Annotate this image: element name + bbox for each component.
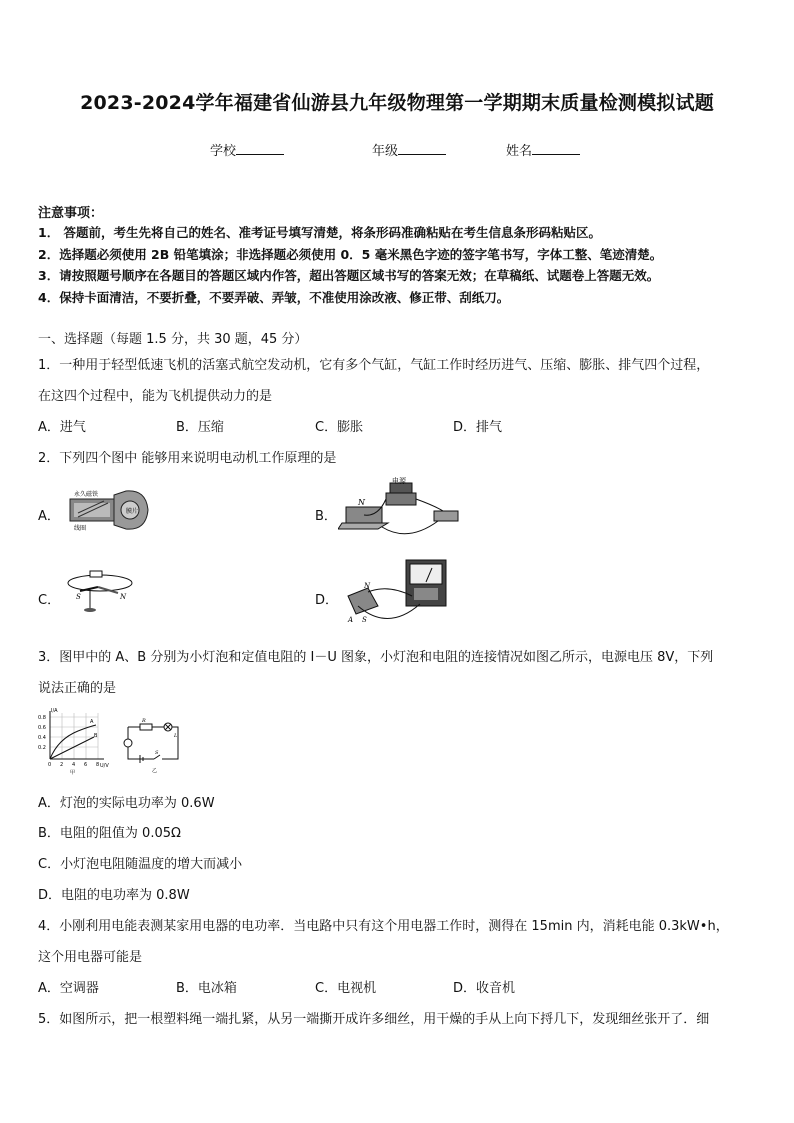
q2-stem: 2．下列四个图中 能够用来说明电动机工作原理的是 [38,451,337,466]
q3-circuit-l: L [174,733,178,739]
note-item: 2．选择题必须使用 2B 铅笔填涂；非选择题必须使用 0．5 毫米黑色字迹的签字笔书写，字体工整、笔迹清楚。 [38,247,663,262]
fig-d-s-label: S [362,616,367,624]
figure-d-galvanometer [338,556,458,632]
q2-label-d: D． [315,593,339,608]
figure-q3-circuit [118,713,190,775]
school-label: 学校 [210,144,237,159]
fig-d-a-label: A [348,616,354,624]
fig-c-n-label: N [120,593,127,601]
q4-stem-line1: 4．小刚利用电能表测某家用电器的电功率．当电路中只有这个用电器工作时，测得在 15min 内，消耗电能 0.3kW•h， [38,919,729,934]
q5-stem-line1: 5．如图所示，把一根塑料绳一端扎紧，从另一端撕开成许多细丝，用干燥的手从上向下捋几下，发现细丝张开了．细 [38,1012,710,1027]
q3-graph-caption: 甲 [70,770,76,776]
fig-d-n-label: N [364,582,371,590]
q2-label-c: C． [38,593,61,608]
q1-stem-line1: 1．一种用于轻型低速飞机的活塞式航空发动机，它有多个气缸，气缸工作时经历进气、压缩、膨胀、排气四个过程， [38,358,710,373]
fig-a-coil-label: 线圈 [74,525,87,532]
q3-circuit-caption: 乙 [152,768,158,774]
q3-graph-ytick: 0.8 [38,715,46,721]
name-blank [532,142,580,155]
figure-a-loudspeaker [64,487,154,533]
name-label: 姓名 [506,144,533,159]
q1-option-d: D．排气 [453,420,503,435]
q1-option-a: A．进气 [38,420,86,435]
q3-option-b: B．电阻的阻值为 0.05Ω [38,826,181,841]
section-heading: 一、选择题（每题 1.5 分，共 30 题，45 分） [38,332,308,347]
page-title: 2023-2024学年福建省仙游县九年级物理第一学期期末质量检测模拟试题 [80,92,714,114]
q3-graph-ylabel: I/A [51,708,58,714]
note-item: 1． 答题前，考生先将自己的姓名、准考证号填写清楚，将条形码准确粘贴在考生信息条形码粘贴区。 [38,225,602,240]
figure-c-coil-needle [62,565,138,615]
q3-graph-ytick: 0.6 [38,725,46,731]
q3-graph-xtick: 6 [84,762,88,768]
fig-a-cone-label: 膜片 [126,508,139,515]
q3-circuit-r: R [142,718,146,724]
fig-b-n-label: N [358,498,365,507]
q4-option-c: C．电视机 [315,981,377,996]
q4-option-d: D．收音机 [453,981,516,996]
name-field [506,140,580,159]
q3-graph-xtick: 2 [60,762,64,768]
q3-graph-ytick: 0.4 [38,735,46,741]
q1-option-b: B．压缩 [176,420,224,435]
q2-label-a: A． [38,509,60,524]
grade-field [372,140,446,159]
note-item: 4．保持卡面清洁，不要折叠，不要弄破、弄皱，不准使用涂改液、修正带、刮纸刀。 [38,290,510,305]
q1-option-c: C．膨胀 [315,420,364,435]
note-item: 3．请按照题号顺序在各题目的答题区域内作答，超出答题区域书写的答案无效；在草稿纸、试题卷上答题无效。 [38,268,660,283]
q3-circuit-s: S [155,750,159,756]
school-field [210,140,284,159]
q3-graph-curve-a: A [90,719,94,725]
q3-graph-xtick: 8 [96,762,100,768]
figure-q3-iu-graph [36,707,112,777]
q3-graph-curve-b: B [94,733,98,739]
grade-blank [398,142,446,155]
q1-stem-line2: 在这四个过程中，能为飞机提供动力的是 [38,389,273,404]
q3-graph-xtick: 4 [72,762,76,768]
school-blank [236,142,284,155]
q3-stem-line2: 说法正确的是 [38,681,117,696]
q3-stem-line1: 3．图甲中的 A、B 分别为小灯泡和定值电阻的 I－U 图象，小灯泡和电阻的连接情况如图乙所示，电源电压 8V，下列 [38,650,714,665]
grade-label: 年级 [372,144,399,159]
q2-label-b: B． [315,509,337,524]
q3-graph-ytick: 0.2 [38,745,46,751]
q4-stem-line2: 这个用电器可能是 [38,950,143,965]
notes-heading: 注意事项： [38,206,104,221]
q3-option-d: D．电阻的电功率为 0.8W [38,888,190,903]
q3-option-c: C．小灯泡电阻随温度的增大而减小 [38,857,243,872]
q4-option-b: B．电冰箱 [176,981,237,996]
q3-graph-xlabel: U/V [100,763,109,769]
fig-b-source-label: 电源 [392,477,406,485]
q3-option-a: A．灯泡的实际电功率为 0.6W [38,796,215,811]
q3-graph-xtick: 0 [48,762,52,768]
figure-b-motor-rails [338,477,468,543]
fig-c-s-label: S [76,593,81,601]
fig-a-magnet-label: 永久磁铁 [74,491,99,498]
q4-option-a: A．空调器 [38,981,99,996]
